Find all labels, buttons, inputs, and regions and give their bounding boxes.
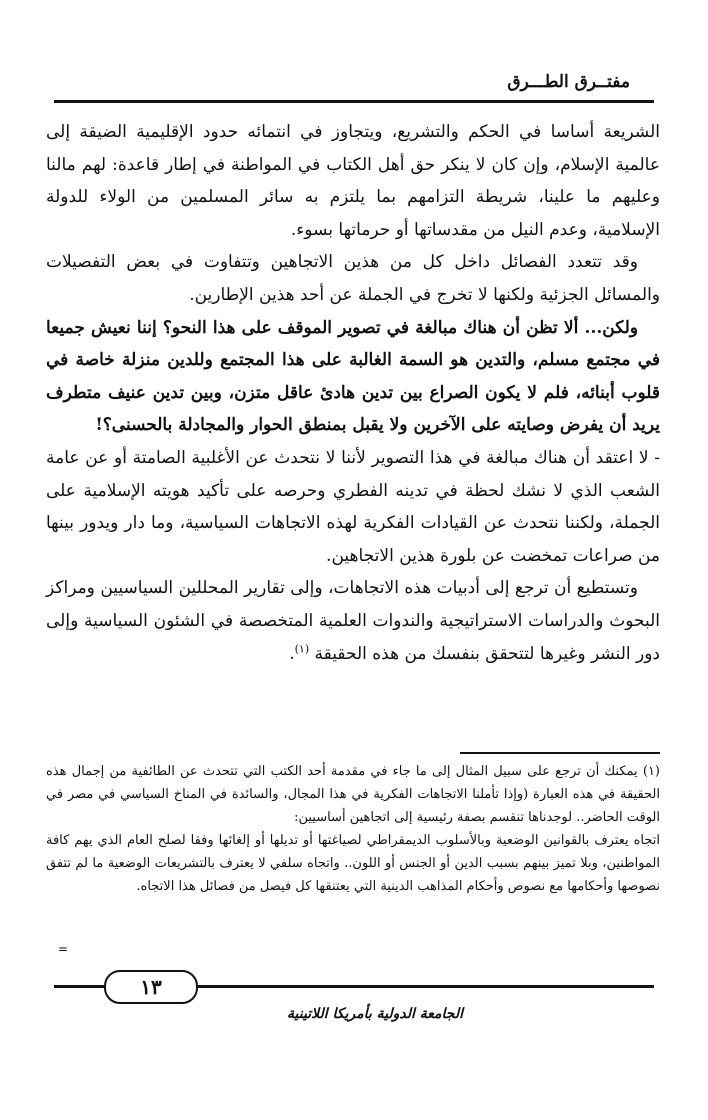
answer-paragraph: - لا اعتقد أن هناك مبالغة في هذا التصوير لأننا لا نتحدث عن الأغلبية الصامتة أو عن عامة الشعب الذي لا نشك لحظة في تدينه الفطري وحرصه على تأكيد هويته الإسلامية على الجملة، ولكننا نتحدث عن القيادات الفكرية لهذه الاتجاهات السياسية، وما دار ويدور بينها من صراعات تمخضت عن بلورة هذين الاتجاهين. bbox=[46, 447, 660, 566]
paragraph-2: وقد تتعدد الفصائل داخل كل من هذين الاتجاهين وتتفاوت في بعض التفصيلات والمسائل الجزئية ولكنها لا تخرج في الجملة عن أحد هذين الإطارين. bbox=[46, 252, 660, 305]
footnote-line-2: اتجاه يعترف بالقوانين الوضعية وبالأسلوب الديمقراطي لصياغتها أو تديلها أو إلغائها وفقا لصلح العام الذي يهم كافة المواطنين، وبلا تميز بينهم بسبب الدين أو الجنس أو اللون.. واتجاه سلفي لا يعترف بالتشريعات الوضعية ما لم تتفق نصوصها وأحكامها مع نصوص وأحكام المذاهب الدينية التي يعتنقها كل فيصل من فصائل هذا الاتجاه. bbox=[46, 833, 660, 894]
paragraph-1: الشريعة أساسا في الحكم والتشريع، ويتجاوز في انتمائه حدود الإقليمية الضيقة إلى عالمية الإسلام، وإن كان لا ينكر حق أهل الكتاب في المواطنة في إطار قاعدة: لهم مالنا وعليهم ما علينا، شريطة التزامهم بما يلتزم به سائر المسلمين من الولاء للدولة الإسلامية، وعدم النيل من مقدساتها أو حرماتها بسوء. bbox=[46, 122, 660, 240]
page-number: ١٣ bbox=[104, 970, 198, 1004]
footnote bbox=[46, 760, 660, 898]
main-text bbox=[46, 116, 660, 670]
publisher-caption: الجامعة الدولية بأمريكا اللاتينية bbox=[287, 1006, 463, 1022]
question-paragraph: ولكن... ألا تظن أن هناك مبالغة في تصوير الموقف على هذا النحو؟ إننا نعيش جميعا في مجتمع مسلم، والتدين هو السمة الغالبة على هذا المجتمع وللدين منزلة خاصة في قلوب أبنائه، فلم لا يكون الصراع بين تدين هادئ عاقل متزن، وبين تدين عنيف متطرف يريد أن يفرض وصايته على الآخرين ولا يقبل بمنطق الحوار والمجادلة بالحسنى؟! bbox=[46, 317, 660, 436]
header-rule bbox=[54, 100, 654, 103]
paragraph-5-text: وتستطيع أن ترجع إلى أدبيات هذه الاتجاهات، وإلى تقارير المحللين السياسيين ومراكز البحوث والدراسات الاستراتيجية والندوات العلمية المتخصصة في الشئون السياسية وإلى دور النشر وغيرها لتتحقق بنفسك من هذه الحقيقة bbox=[46, 578, 660, 664]
footnote-rule bbox=[460, 752, 660, 754]
paragraph-5 bbox=[46, 572, 660, 670]
equals-mark: = bbox=[58, 942, 69, 956]
closing-dot: . bbox=[289, 643, 295, 664]
footnote-line-1: (١) يمكنك أن ترجع على سبيل المثال إلى ما جاء في مقدمة أحد الكتب التي تتحدث عن الطائفية من إجمال هذه الحقيقة في هذه العبارة (وإذا تأملنا الاتجاهات الفكرية في هذا المجال، والسائدة في المناخ السياسي في مصر في الوقت الحاضر.. لوجدناها تنقسم بصفة رئيسية إلى اتجاهين أساسيين: bbox=[46, 764, 660, 825]
footer-band bbox=[54, 970, 654, 1004]
running-title: مفتــرق الطـــرق bbox=[507, 72, 630, 92]
footnote-reference[interactable]: (١) bbox=[294, 641, 310, 655]
